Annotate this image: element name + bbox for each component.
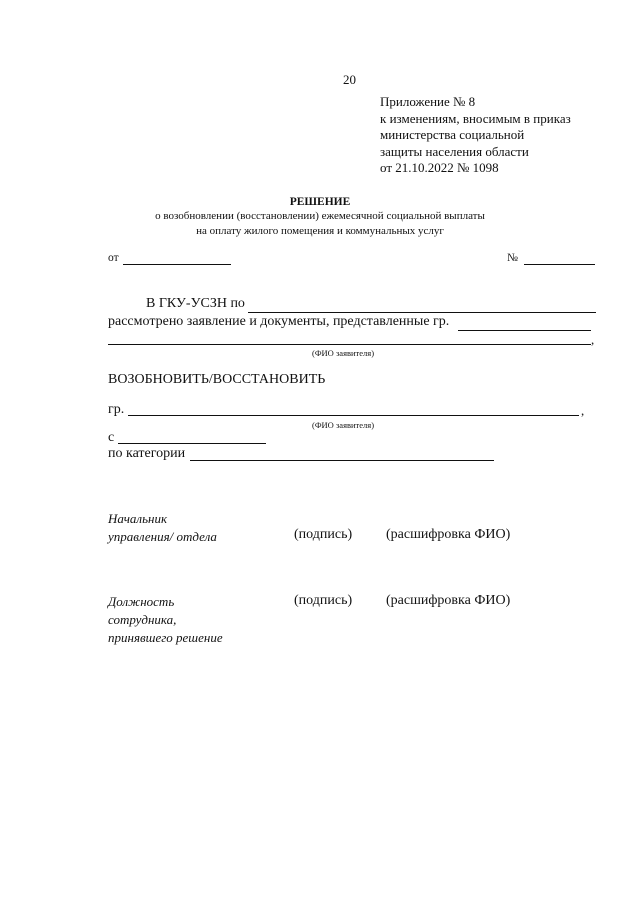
annex-line: к изменениям, вносимым в приказ [380, 110, 571, 126]
application-text: рассмотрено заявление и документы, представленные гр. [108, 314, 450, 329]
category-label: по категории [108, 446, 186, 461]
signatory-role-line: сотрудника, [108, 612, 177, 627]
applicant-name-caption: (ФИО заявителя) [312, 348, 375, 358]
citizen-label: гр. [108, 402, 125, 417]
from-date-field-line[interactable] [118, 443, 266, 444]
applicant-field-line[interactable] [458, 330, 591, 331]
signatory-role-line: принявшего решение [108, 630, 223, 645]
document-title: РЕШЕНИЕ [289, 196, 351, 208]
date-field-line[interactable] [123, 264, 231, 265]
agency-label: В ГКУ-УСЗН по [146, 296, 245, 311]
annex-header [380, 94, 571, 177]
document-subtitle: о возобновлении (восстановлении) ежемесячной социальной выплаты [155, 210, 485, 222]
decision-text: ВОЗОБНОВИТЬ/ВОССТАНОВИТЬ [108, 372, 326, 387]
comma: , [581, 403, 585, 418]
date-label: от [108, 252, 119, 264]
category-field-line[interactable] [190, 460, 494, 461]
number-label: № [507, 252, 518, 264]
signatory-role [108, 510, 217, 546]
annex-line: от 21.10.2022 № 1098 [380, 160, 499, 175]
from-label: с [108, 430, 115, 445]
annex-line: Приложение № 8 [380, 94, 476, 109]
signatory-role-line: Должность [108, 594, 175, 609]
number-field-line[interactable] [524, 264, 595, 265]
annex-line: министерства социальной [380, 127, 525, 142]
signatory-role [108, 593, 223, 647]
citizen-name-caption: (ФИО заявителя) [312, 420, 375, 430]
document-subtitle: на оплату жилого помещения и коммунальных услуг [196, 225, 444, 237]
applicant-name-line[interactable] [108, 344, 591, 345]
signatory-role-line: управления/ отдела [108, 529, 217, 544]
comma: , [591, 332, 595, 347]
name-decryption-placeholder: (расшифровка ФИО) [386, 527, 511, 542]
signature-placeholder: (подпись) [294, 527, 353, 542]
page-number: 20 [343, 72, 356, 87]
signature-placeholder: (подпись) [294, 593, 353, 608]
citizen-field-line[interactable] [128, 415, 579, 416]
agency-field-line[interactable] [248, 312, 596, 313]
annex-line: защиты населения области [380, 143, 529, 159]
name-decryption-placeholder: (расшифровка ФИО) [386, 593, 511, 608]
signatory-role-line: Начальник [108, 511, 168, 526]
